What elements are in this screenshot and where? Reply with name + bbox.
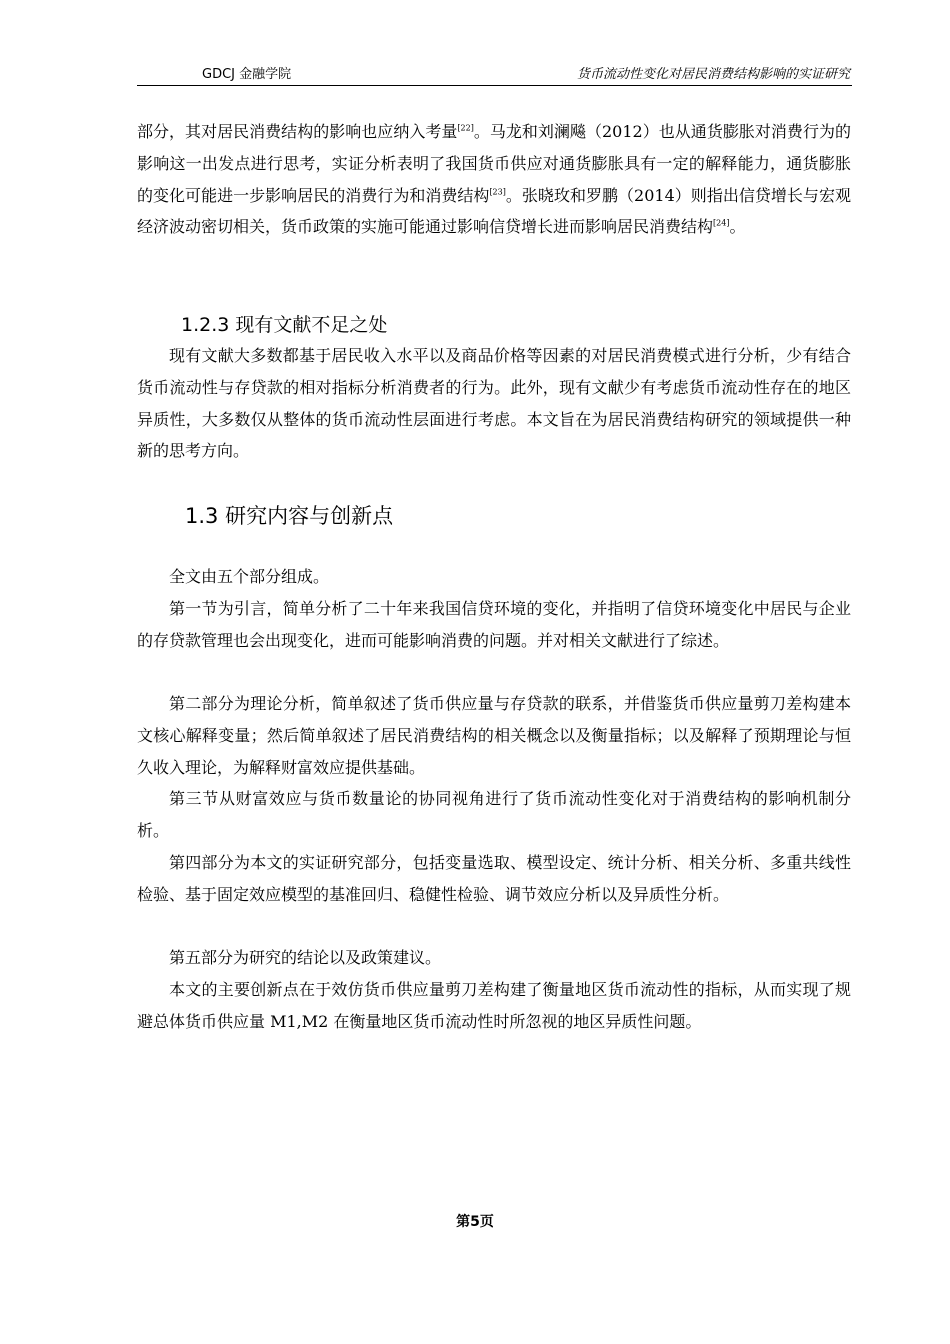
existing-literature-gap-paragraph: 现有文献大多数都基于居民收入水平以及商品价格等因素的对居民消费模式进行分析，少有结合货币流动性与存贷款的相对指标分析消费者的行为。此外，现有文献少有考虑货币流动性存在的地区异质性，大多数仅从整体的货币流动性层面进行考虑。本文旨在为居民消费结构研究的领域提供一种新的思考方向。: [137, 346, 851, 461]
section-three-summary-paragraph: 第三节从财富效应与货币数量论的协同视角进行了货币流动性变化对于消费结构的影响机制分析。: [137, 789, 851, 840]
section-five-summary-paragraph: 第五部分为研究的结论以及政策建议。: [169, 948, 442, 967]
section-four-summary-paragraph: 第四部分为本文的实证研究部分，包括变量选取、模型设定、统计分析、相关分析、多重共线性检验、基于固定效应模型的基准回归、稳健性检验、调节效应分析以及异质性分析。: [137, 853, 851, 904]
header-thesis-title: 货币流动性变化对居民消费结构影响的实证研究: [576, 67, 850, 82]
header-institution: GDCJ 金融学院: [202, 67, 292, 82]
intro-text-2: 。马龙和刘澜飚（2012）也从通货膨胀对消费行为的影响这一出发点进行思考，实证分析表明了我国货币供应对通货膨胀具有一定的解释能力，通货膨胀的变化可能进一步影响居民的消费行为和消费结构: [137, 122, 851, 205]
heading-1-2-3: 1.2.3 现有文献不足之处: [181, 314, 388, 336]
citation-23: [23]: [489, 187, 506, 197]
citation-24: [24]: [713, 219, 730, 229]
page-number: 第5页: [456, 1214, 494, 1230]
intro-text-4: 。: [729, 217, 746, 237]
innovation-paragraph: 本文的主要创新点在于效仿货币供应量剪刀差构建了衡量地区货币流动性的指标，从而实现了规避总体货币供应量 M1,M2 在衡量地区货币流动性时所忽视的地区异质性问题。: [137, 980, 851, 1031]
header-divider: [137, 85, 852, 86]
heading-1-3: 1.3 研究内容与创新点: [185, 504, 394, 528]
citation-22: [22]: [457, 123, 474, 133]
intro-text-1: 部分，其对居民消费结构的影响也应纳入考量: [137, 122, 458, 141]
section-one-summary-paragraph: 第一节为引言，简单分析了二十年来我国信贷环境的变化，并指明了信贷环境变化中居民与企业的存贷款管理也会出现变化，进而可能影响消费的问题。并对相关文献进行了综述。: [137, 599, 851, 650]
intro-text-3: 。张晓玫和罗鹏（2014）则指出信贷增长与宏观经济波动密切相关，货币政策的实施可能通过影响信贷增长进而影响居民消费结构: [137, 185, 851, 237]
structure-intro-paragraph: 全文由五个部分组成。: [169, 567, 330, 586]
intro-paragraph: [137, 116, 851, 243]
section-two-summary-paragraph: 第二部分为理论分析，简单叙述了货币供应量与存贷款的联系，并借鉴货币供应量剪刀差构建本文核心解释变量；然后简单叙述了居民消费结构的相关概念以及衡量指标；以及解释了预期理论与恒久收入理论，为解释财富效应提供基础。: [137, 694, 851, 777]
